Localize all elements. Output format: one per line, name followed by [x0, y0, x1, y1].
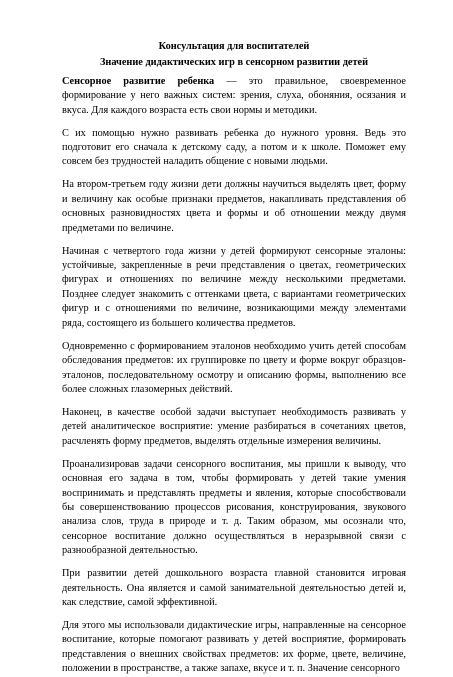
paragraph-1: [62, 75, 406, 118]
paragraph-3: На втором-третьем году жизни дети должны научиться выделять цвет, форму и величину как особые признаки предметов, накапливать представления об основных разновидностях цвета и формы и об отношении между двумя предметами по величине.: [62, 179, 406, 234]
paragraph-4: Начиная с четвертого года жизни у детей формируют сенсорные эталоны: устойчивые, закрепленные в речи представления о цветах, геометрических фигурах и отношениях по величине между несколькими предметами. Позднее следует знакомить с оттенками цвета, с вариантами геометрических фигур и с отношениями по величине, возникающими между элементами ряда, состоящего из большего количества предметов.: [62, 245, 406, 329]
paragraph-9: Для этого мы использовали дидактические игры, направленные на сенсорное воспитание, которые помогают развивать у детей восприятие, формировать представления о внешних свойствах предметов: их форме, цвете, величине, положении в пространстве, а также запахе, вкусе и т. п. Значение сенсорного: [62, 619, 406, 675]
paragraph-8: При развитии детей дошкольного возраста главной становится игровая деятельность. Она является и самой занимательной деятельностью детей и, как следствие, самой эффективной.: [62, 568, 406, 608]
paragraph-6: Наконец, в качестве особой задачи выступает необходимость развивать у детей аналитическое восприятие: умение разбираться в сочетаниях цветов, расчленять форму предметов, выделять отдельные измерения величины.: [62, 406, 406, 447]
document-subtitle: Значение дидактических игр в сенсорном развитии детей: [99, 57, 369, 69]
document-title: Консультация для воспитателей: [158, 41, 310, 52]
paragraph-2: С их помощью нужно развивать ребенка до нужного уровня. Ведь это подготовит его сначала к детскому саду, а потом и к школе. Поможет ему совсем без трудностей наладить общение с новыми людьми.: [62, 127, 406, 168]
paragraph-7: Проанализировав задачи сенсорного воспитания, мы пришли к выводу, что основная его задача в том, чтобы формировать у детей такие умения воспринимать и представлять предметы и явления, которые способствовали бы совершенствованию процессов рисования, конструирования, звукового анализа слов, труда в природе и т. д. Таким образом, мы осознали что, сенсорное воспитание должно осуществляться в неразрывной связи с разнообразной деятельностью.: [62, 458, 406, 557]
lead-term: Сенсорное развитие ребенка: [62, 75, 215, 87]
paragraph-1-text: — это правильное, своевременное формирование у него важных систем: зрения, слуха, обоняния, осязания и вкуса. Для каждого возраста есть свои нормы и методики.: [62, 75, 406, 116]
paragraph-5: Одновременно с формированием эталонов необходимо учить детей способам обследования предметов: их группировке по цвету и форме вокруг образцов-эталонов, последовательному осмотру и описанию формы, выполнению все более сложных глазомерных действий.: [62, 340, 406, 395]
